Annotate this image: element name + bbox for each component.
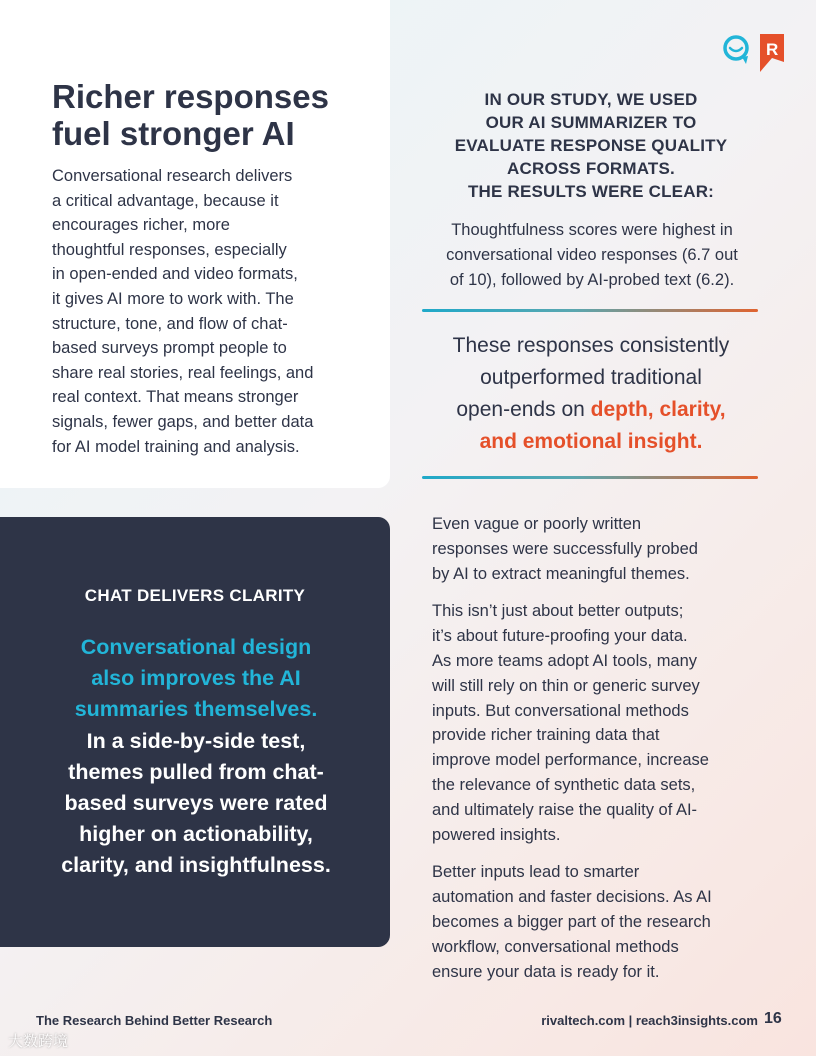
- pull-quote-highlight: and emotional insight.: [479, 430, 703, 453]
- body-line: automation and faster decisions. As AI: [432, 888, 712, 907]
- body-line: As more teams adopt AI tools, many: [432, 651, 698, 670]
- pull-quote-line: These responses consistently: [452, 334, 730, 357]
- clarity-body-line: higher on actionability,: [79, 822, 313, 847]
- intro-line: structure, tone, and flow of chat-: [52, 314, 288, 333]
- clarity-highlight-line: also improves the AI: [91, 666, 301, 691]
- clarity-body-line: themes pulled from chat-: [68, 759, 324, 784]
- thoughtfulness-line: of 10), followed by AI-probed text (6.2).: [449, 271, 735, 289]
- intro-line: Conversational research delivers: [52, 167, 293, 185]
- clarity-body-line: clarity, and insightfulness.: [61, 853, 331, 878]
- intro-line: it gives AI more to work with. The: [52, 289, 294, 308]
- thoughtfulness-line: Thoughtfulness scores were highest in: [451, 221, 733, 239]
- pull-quote: [424, 330, 758, 458]
- page-title-line: fuel stronger AI: [52, 115, 295, 152]
- footer-tagline: The Research Behind Better Research: [36, 1013, 273, 1028]
- body-text: [432, 512, 762, 997]
- page-title-line: Richer responses: [52, 78, 329, 115]
- pull-quote-highlight: depth, clarity,: [590, 398, 726, 421]
- body-paragraph: [432, 512, 762, 586]
- body-line: it’s about future-proofing your data.: [432, 627, 688, 646]
- intro-line: share real stories, real feelings, and: [52, 363, 314, 382]
- body-line: inputs. But conversational methods: [432, 701, 689, 720]
- body-line: Even vague or poorly written: [432, 515, 642, 533]
- clarity-body-line: based surveys were rated: [64, 791, 328, 816]
- study-heading-line: THE RESULTS WERE CLEAR:: [467, 182, 715, 201]
- study-heading-line: EVALUATE RESPONSE QUALITY: [454, 136, 728, 155]
- watermark-text: 大数跨境: [8, 1033, 69, 1050]
- body-line: becomes a bigger part of the research: [432, 912, 711, 931]
- page-number: 16: [764, 1010, 782, 1027]
- intro-line: based surveys prompt people to: [52, 339, 287, 358]
- r-flag-icon: R: [766, 40, 779, 59]
- intro-line: a critical advantage, because it: [52, 191, 279, 210]
- intro-line: encourages richer, more: [52, 216, 230, 235]
- intro-line: signals, fewer gaps, and better data: [52, 412, 314, 431]
- clarity-body-line: In a side-by-side test,: [86, 728, 306, 753]
- study-heading: [424, 88, 758, 203]
- clarity-highlight-line: summaries themselves.: [74, 697, 318, 722]
- body-line: Better inputs lead to smarter: [432, 863, 640, 882]
- body-line: ensure your data is ready for it.: [432, 962, 660, 981]
- intro-line: thoughtful responses, especially: [52, 240, 287, 259]
- body-line: and ultimately raise the quality of AI-: [432, 800, 698, 819]
- thoughtfulness-line: conversational video responses (6.7 out: [446, 246, 738, 264]
- thoughtfulness-scores: [422, 218, 762, 293]
- pull-quote-text: open-ends on: [456, 398, 591, 421]
- intro-line: for AI model training and analysis.: [52, 437, 300, 456]
- body-line: will still rely on thin or generic survey: [432, 676, 700, 695]
- page-title: [52, 78, 372, 152]
- body-line: This isn’t just about better outputs;: [432, 602, 684, 621]
- body-line: by AI to extract meaningful themes.: [432, 564, 690, 583]
- study-heading-line: OUR AI SUMMARIZER TO: [485, 113, 697, 132]
- pull-quote-line: outperformed traditional: [480, 366, 702, 389]
- body-line: provide richer training data that: [432, 726, 660, 745]
- body-paragraph: [432, 860, 762, 984]
- body-line: workflow, conversational methods: [432, 937, 679, 956]
- clarity-card-body: [30, 632, 362, 882]
- clarity-card-title: CHAT DELIVERS CLARITY: [84, 586, 306, 605]
- body-line: the relevance of synthetic data sets,: [432, 775, 696, 794]
- body-line: powered insights.: [432, 825, 561, 844]
- study-heading-line: ACROSS FORMATS.: [507, 159, 675, 178]
- gradient-divider-top: [422, 309, 758, 312]
- intro-line: in open-ended and video formats,: [52, 265, 298, 284]
- pull-quote-line: [424, 394, 758, 426]
- chat-bubble-icon: [722, 32, 786, 74]
- clarity-highlight-line: Conversational design: [80, 635, 312, 659]
- brand-logos: [722, 32, 786, 74]
- body-line: responses were successfully probed: [432, 539, 698, 558]
- body-line: improve model performance, increase: [432, 751, 709, 770]
- footer-links[interactable]: rivaltech.com | reach3insights.com: [541, 1013, 758, 1028]
- body-paragraph: [432, 599, 762, 847]
- gradient-divider-bottom: [422, 476, 758, 479]
- intro-line: real context. That means stronger: [52, 388, 299, 407]
- study-heading-line: IN OUR STUDY, WE USED: [484, 90, 698, 109]
- intro-paragraph: [52, 164, 352, 459]
